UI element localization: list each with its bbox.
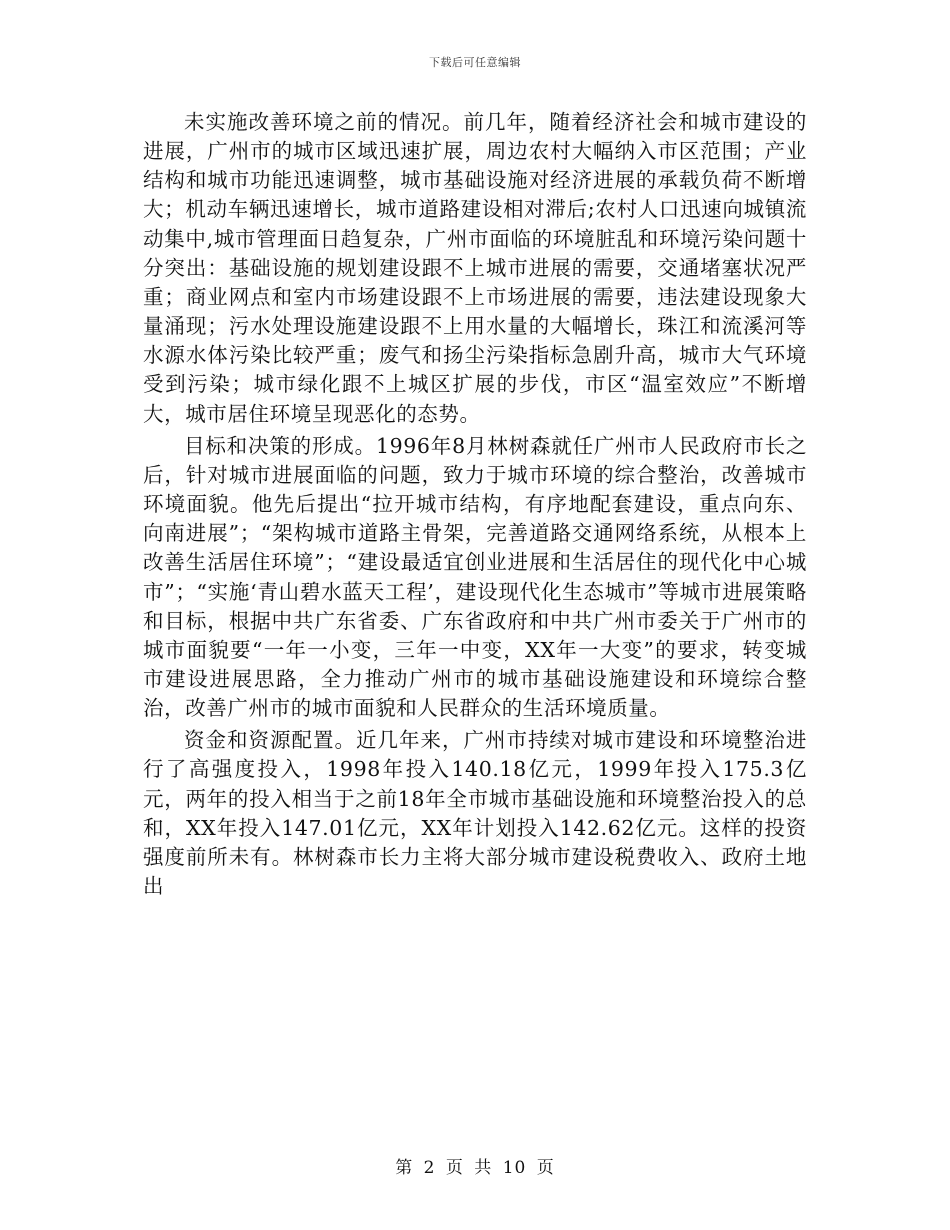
page-header: 下载后可任意编辑 — [429, 56, 521, 69]
paragraph-funding: 资金和资源配置。近几年来，广州市持续对城市建设和环境整治进行了高强度投入，1998年投入140.18亿元，1999年投入175.3亿元，两年的投入相当于之前18年全市城市基础设施和环境整治投入的总和，XX年投入147.01亿元，XX年计划投入142.62亿元。这样的投资强度前所未有。林树森市长力主将大部分城市建设税费收入、政府土地出 — [143, 728, 807, 899]
document-body — [143, 108, 807, 901]
paragraph-goals: 目标和决策的形成。1996年8月林树森就任广州市人民政府市长之后，针对城市进展面临的问题，致力于城市环境的综合整治，改善城市环境面貌。他先后提出“拉开城市结构，有序地配套建设，重点向东、向南进展”；“架构城市道路主骨架，完善道路交通网络系统，从根本上改善生活居住环境”；“建设最适宜创业进展和生活居住的现代化中心城市”；“实施‘青山碧水蓝天工程’，建设现代化生态城市”等城市进展策略和目标，根据中共广东省委、广东省政府和中共广州市委关于广州市的城市面貌要“一年一小变，三年一中变，XX年一大变”的要求，转变城市建设进展思路，全力推动广州市的城市基础设施建设和环境综合整治，改善广州市的城市面貌和人民群众的生活环境质量。 — [143, 433, 807, 721]
page-footer: 第 2 页 共 10 页 — [395, 1158, 555, 1178]
paragraph-situation: 未实施改善环境之前的情况。前几年，随着经济社会和城市建设的进展，广州市的城市区域迅速扩展，周边农村大幅纳入市区范围；产业结构和城市功能迅速调整，城市基础设施对经济进展的承载负荷不断增大；机动车辆迅速增长，城市道路建设相对滞后;农村人口迅速向城镇流动集中,城市管理面日趋复杂，广州市面临的环境脏乱和环境污染问题十分突出：基础设施的规划建设跟不上城市进展的需要，交通堵塞状况严重；商业网点和室内市场建设跟不上市场进展的需要，违法建设现象大量涌现；污水处理设施建设跟不上用水量的大幅增长，珠江和流溪河等水源水体污染比较严重；废气和扬尘污染指标急剧升高，城市大气环境受到污染；城市绿化跟不上城区扩展的步伐，市区“温室效应”不断增大，城市居住环境呈现恶化的态势。 — [143, 110, 807, 426]
